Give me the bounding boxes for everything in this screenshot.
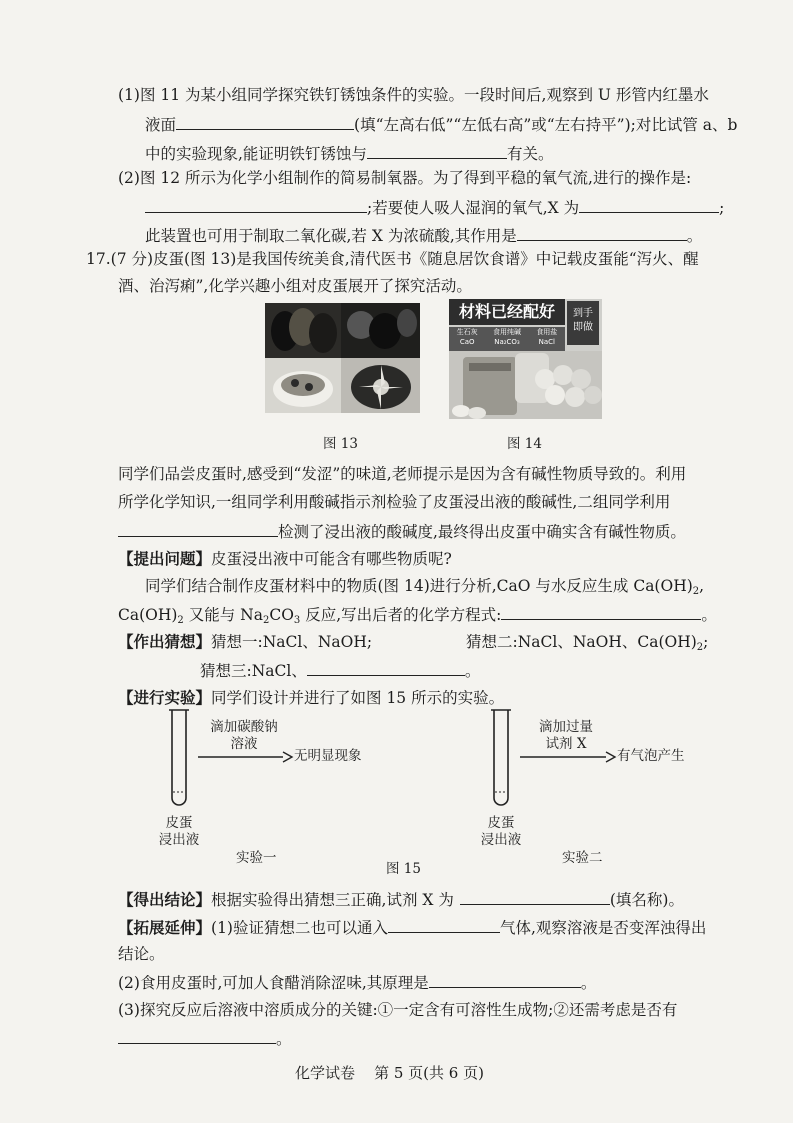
eggs-and-bag-illustration (449, 351, 602, 419)
badge-line: 到手 (573, 308, 593, 319)
q16-p2-line1: (2)图 12 所示为化学小组制作的简易制氧器。为了得到平稳的氧气流,进行的操作是: (118, 169, 692, 187)
q17-intro-2: 酒、治泻痢”,化学兴趣小组对皮蛋展开了探究活动。 (118, 277, 472, 295)
extension-line3b (118, 1027, 292, 1050)
text: 猜想一:NaCl、NaOH; (211, 633, 373, 651)
text: 反应,写出后者的化学方程式: (300, 606, 502, 624)
section-head: 【进行实验】 (118, 688, 212, 707)
exp1-result: 无明显现象 (294, 748, 362, 764)
figure-14-caption: 图 14 (507, 436, 542, 452)
q16-p2-line2 (145, 196, 724, 219)
analysis-line2 (118, 603, 717, 632)
text: 同学们结合制作皮蛋材料中的物质(图 14)进行分析,CaO 与水反应生成 Ca(OH) (145, 577, 693, 595)
subscript: 2 (262, 615, 270, 626)
text: 有关。 (506, 145, 554, 163)
extension-line1b: 结论。 (118, 945, 165, 963)
text: 浸出液 (480, 832, 522, 848)
test-tube-icon (169, 710, 189, 805)
ready-badge (567, 301, 599, 345)
figure-15-diagram (0, 700, 793, 880)
answer-blank[interactable] (176, 113, 354, 130)
text: 此装置也可用于制取二氧化碳,若 X 为浓硫酸,其作用是 (145, 227, 517, 245)
extension-line1 (118, 916, 706, 939)
q16-p1-line2 (145, 113, 737, 136)
text: , (699, 577, 705, 595)
page-footer: 化学试卷 第 5 页(共 6 页) (295, 1064, 484, 1082)
text: 中的实验现象,能证明铁钉锈蚀与 (145, 145, 367, 163)
guess-three (200, 659, 480, 682)
subscript: 2 (696, 642, 704, 653)
q16-p2-line3 (145, 224, 702, 247)
text: (填“左高右低”“左低右高”或“左右持平”);对比试管 a、b (354, 116, 738, 134)
text: 。 (276, 1030, 292, 1048)
text: CO (269, 606, 294, 624)
exp2-sample (471, 815, 531, 849)
text: 。 (686, 227, 703, 245)
material-name: 食用纯碱 (492, 328, 521, 336)
pidan-materials-photo (449, 299, 602, 419)
answer-blank[interactable] (517, 224, 687, 241)
answer-blank[interactable] (367, 142, 507, 159)
figure-15-caption: 图 15 (386, 861, 421, 877)
subscript: 2 (692, 586, 700, 597)
badge-line: 即做 (573, 322, 593, 333)
answer-blank[interactable] (118, 520, 278, 537)
exp1-reagent (204, 719, 284, 753)
text: (2)食用皮蛋时,可加人食醋消除涩味,其原理是 (118, 974, 429, 992)
materials-banner: 材料已经配好 (449, 299, 565, 325)
taste-line2: 所学化学知识,一组同学利用酸碱指示剂检验了皮蛋浸出液的酸碱性,二组同学利用 (118, 493, 671, 511)
material-item (457, 327, 478, 351)
arrow-icon (198, 752, 292, 762)
exp1-name: 实验一 (236, 850, 277, 866)
question-line (118, 548, 452, 570)
text: ; (719, 199, 725, 217)
material-name: 食用盐 (536, 328, 558, 336)
answer-blank[interactable] (307, 659, 465, 676)
guess-two (466, 631, 708, 659)
equation-blank[interactable] (501, 603, 701, 620)
material-name: 生石灰 (456, 328, 478, 336)
q16-p1-line3 (145, 142, 553, 165)
exp1-sample (149, 815, 209, 849)
text: 猜想三:NaCl、 (200, 662, 307, 680)
text: 皮蛋浸出液中可能含有哪些物质呢? (211, 550, 452, 568)
section-head: 【提出问题】 (118, 549, 212, 568)
text: ; (703, 633, 709, 651)
text: 溶液 (230, 736, 258, 752)
section-head: 【拓展延伸】 (118, 918, 212, 937)
text: 同学们设计并进行了如图 15 所示的实验。 (211, 689, 505, 707)
figure-13-caption: 图 13 (323, 436, 358, 452)
text: 液面 (145, 116, 177, 134)
conclusion-line (118, 888, 684, 911)
text: (1)验证猜想二也可以通入 (211, 919, 388, 937)
century-egg-illustration (265, 303, 420, 413)
exp2-name: 实验二 (562, 850, 603, 866)
guess-line1 (118, 631, 372, 653)
section-head: 【得出结论】 (118, 890, 212, 909)
text: 猜想二:NaCl、NaOH、Ca(OH) (466, 633, 697, 651)
text: 试剂 X (545, 736, 587, 752)
text: Ca(OH) (118, 606, 178, 624)
answer-blank[interactable] (579, 196, 719, 213)
taste-line3 (118, 520, 686, 543)
extension-line3: (3)探究反应后溶液中溶质成分的关键:①一定含有可溶性生成物;②还需考虑是否有 (118, 1001, 678, 1019)
answer-blank[interactable] (429, 971, 581, 988)
answer-blank[interactable] (118, 1027, 276, 1044)
subscript: 3 (293, 615, 301, 626)
exp2-reagent (526, 719, 606, 753)
q16-p1-line1: (1)图 11 为某小组同学探究铁钉锈蚀条件的实验。一段时间后,观察到 U 形管内红墨水 (118, 86, 709, 104)
material-formula: Na₂CO₃ (494, 338, 520, 346)
answer-blank[interactable] (145, 196, 367, 213)
material-formula: CaO (459, 338, 475, 346)
analysis-line1 (145, 575, 704, 603)
arrow-icon (520, 752, 615, 762)
text: ;若要使人吸人湿润的氧气,X 为 (367, 199, 580, 217)
text: 浸出液 (158, 832, 200, 848)
text: 。 (464, 662, 481, 680)
material-item (493, 327, 521, 351)
answer-blank[interactable] (388, 916, 500, 933)
answer-blank[interactable] (460, 888, 610, 905)
material-item (536, 327, 557, 351)
text: 气体,观察溶液是否变浑浊得出 (499, 919, 707, 937)
century-egg-photo (265, 303, 420, 413)
text: 检测了浸出液的酸碱度,最终得出皮蛋中确实含有碱性物质。 (278, 523, 686, 541)
taste-line1: 同学们品尝皮蛋时,感受到“发涩”的味道,老师提示是因为含有碱性物质导致的。利用 (118, 465, 687, 483)
section-head: 【作出猜想】 (118, 632, 212, 651)
text: 皮蛋 (165, 815, 193, 831)
q17-intro-1: 17.(7 分)皮蛋(图 13)是我国传统美食,清代医书《随息居饮食谱》中记载皮蛋能“泻火、醒 (86, 250, 699, 268)
text: 滴加过量 (539, 719, 593, 735)
exp2-result: 有气泡产生 (617, 748, 685, 764)
text: 。 (580, 974, 597, 992)
subscript: 2 (177, 615, 184, 626)
materials-list (449, 327, 565, 351)
text: 又能与 Na (183, 606, 263, 624)
text: 。 (701, 606, 717, 624)
test-tube-icon (491, 710, 511, 805)
text: 皮蛋 (487, 815, 515, 831)
material-formula: NaCl (538, 338, 555, 346)
text: (填名称)。 (609, 891, 684, 909)
text: 滴加碳酸钠 (210, 719, 278, 735)
extension-line2 (118, 971, 596, 994)
text: 根据实验得出猜想三正确,试剂 X 为 (211, 891, 454, 909)
